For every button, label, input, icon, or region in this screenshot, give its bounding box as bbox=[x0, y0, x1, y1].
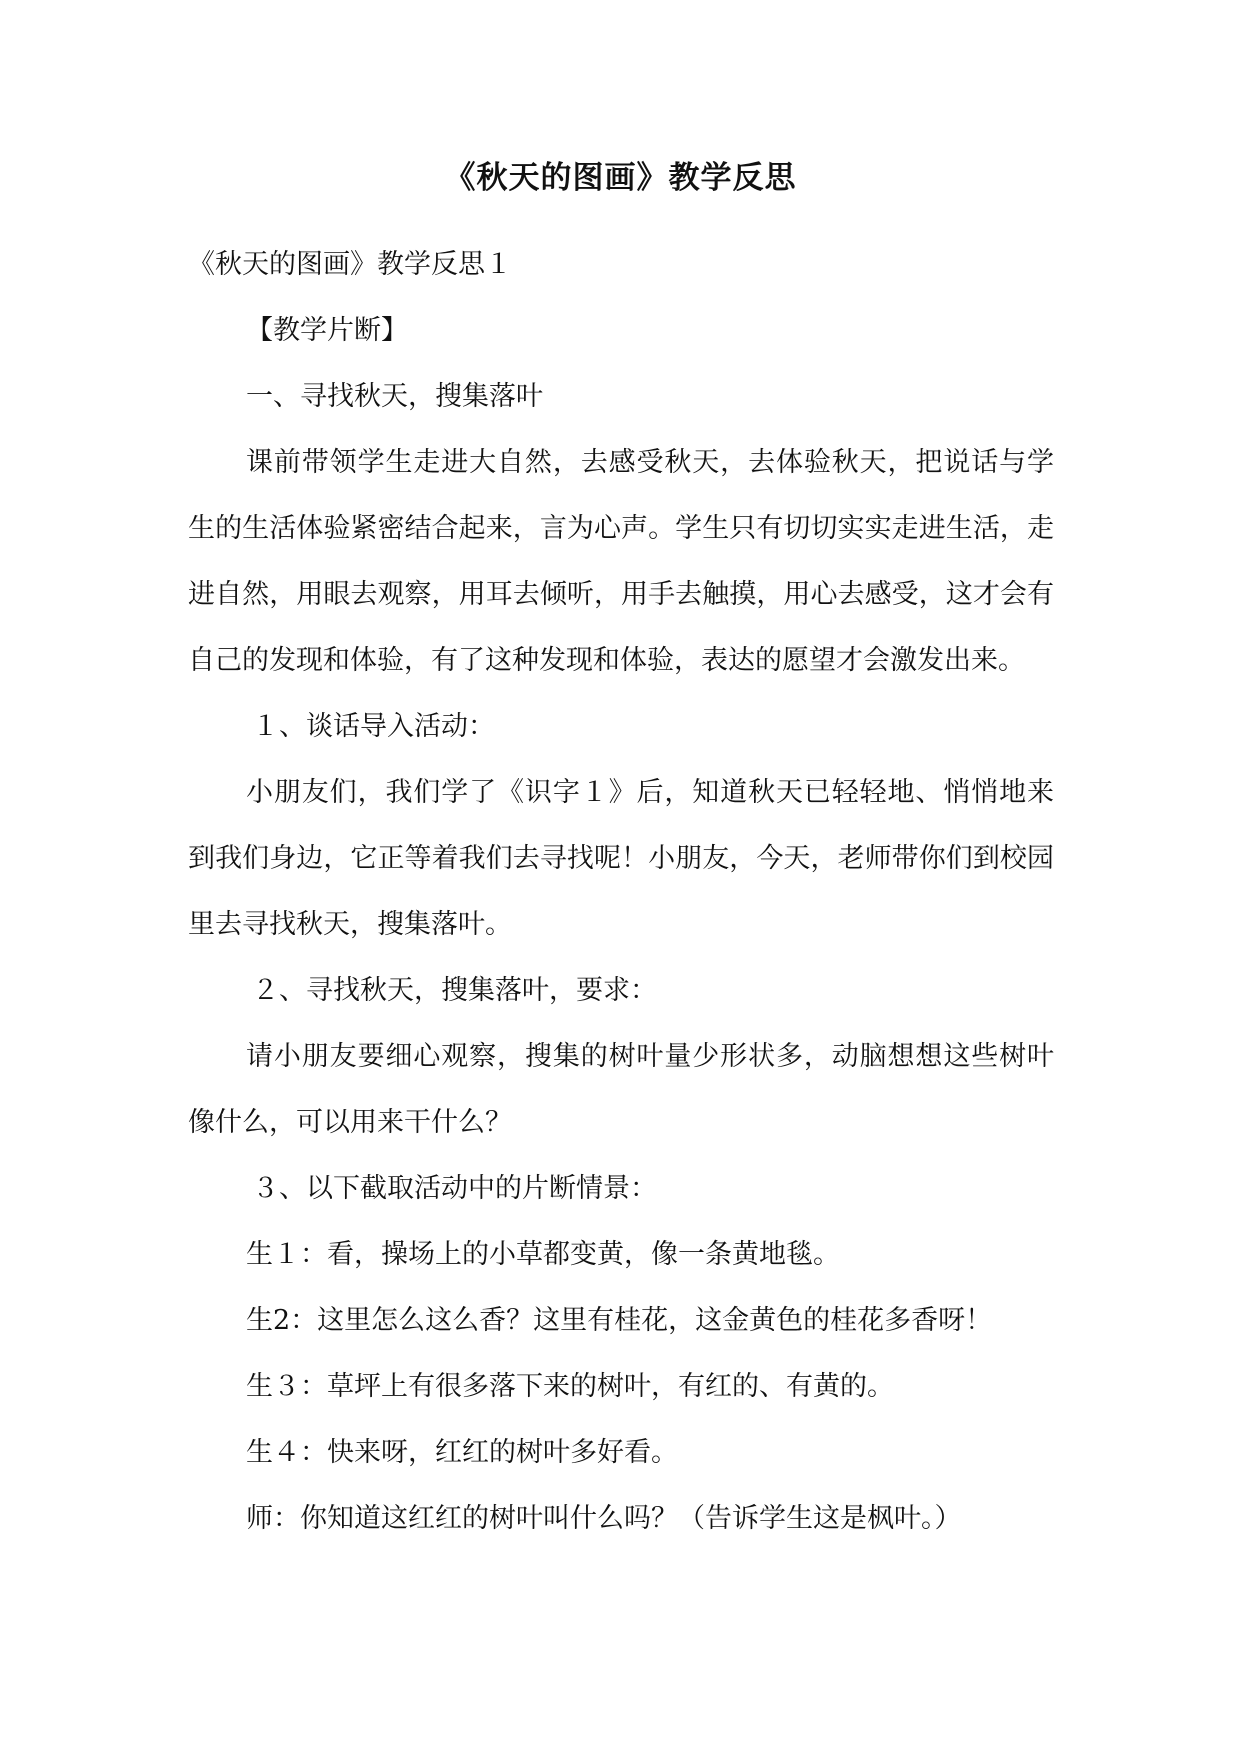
subsection-heading: 一、寻找秋天，搜集落叶 bbox=[246, 381, 543, 412]
numbered-item: ３、以下截取活动中的片断情景： bbox=[252, 1173, 657, 1204]
document-body bbox=[188, 232, 1054, 1552]
subtitle-paragraph: 《秋天的图画》教学反思１ bbox=[188, 249, 512, 280]
dialogue-line: 生１：看，操场上的小草都变黄，像一条黄地毯。 bbox=[246, 1239, 840, 1270]
body-paragraph: 小朋友们，我们学了《识字１》后，知道秋天已轻轻地、悄悄地来到我们身边，它正等着我们去寻找呢！小朋友，今天，老师带你们到校园里去寻找秋天，搜集落叶。 bbox=[188, 777, 1054, 940]
dialogue-line: 生３：草坪上有很多落下来的树叶，有红的、有黄的。 bbox=[246, 1371, 894, 1402]
document-title: 《秋天的图画》教学反思 bbox=[444, 160, 797, 196]
numbered-item: ２、寻找秋天，搜集落叶，要求： bbox=[252, 975, 657, 1006]
body-paragraph: 请小朋友要细心观察，搜集的树叶量少形状多，动脑想想这些树叶像什么，可以用来干什么？ bbox=[188, 1041, 1054, 1138]
dialogue-line: 生2：这里怎么这么香？这里有桂花，这金黄色的桂花多香呀！ bbox=[246, 1305, 993, 1336]
body-paragraph: 课前带领学生走进大自然，去感受秋天，去体验秋天，把说话与学生的生活体验紧密结合起来，言为心声。学生只有切切实实走进生活，走进自然，用眼去观察，用耳去倾听，用手去触摸，用心去感受，这才会有自己的发现和体验，有了这种发现和体验，表达的愿望才会激发出来。 bbox=[188, 447, 1054, 676]
numbered-item: １、谈话导入活动： bbox=[252, 711, 495, 742]
dialogue-line: 师：你知道这红红的树叶叫什么吗？（告诉学生这是枫叶。） bbox=[246, 1503, 962, 1534]
dialogue-line: 生４：快来呀，红红的树叶多好看。 bbox=[246, 1437, 678, 1468]
section-heading: 【教学片断】 bbox=[246, 315, 408, 346]
